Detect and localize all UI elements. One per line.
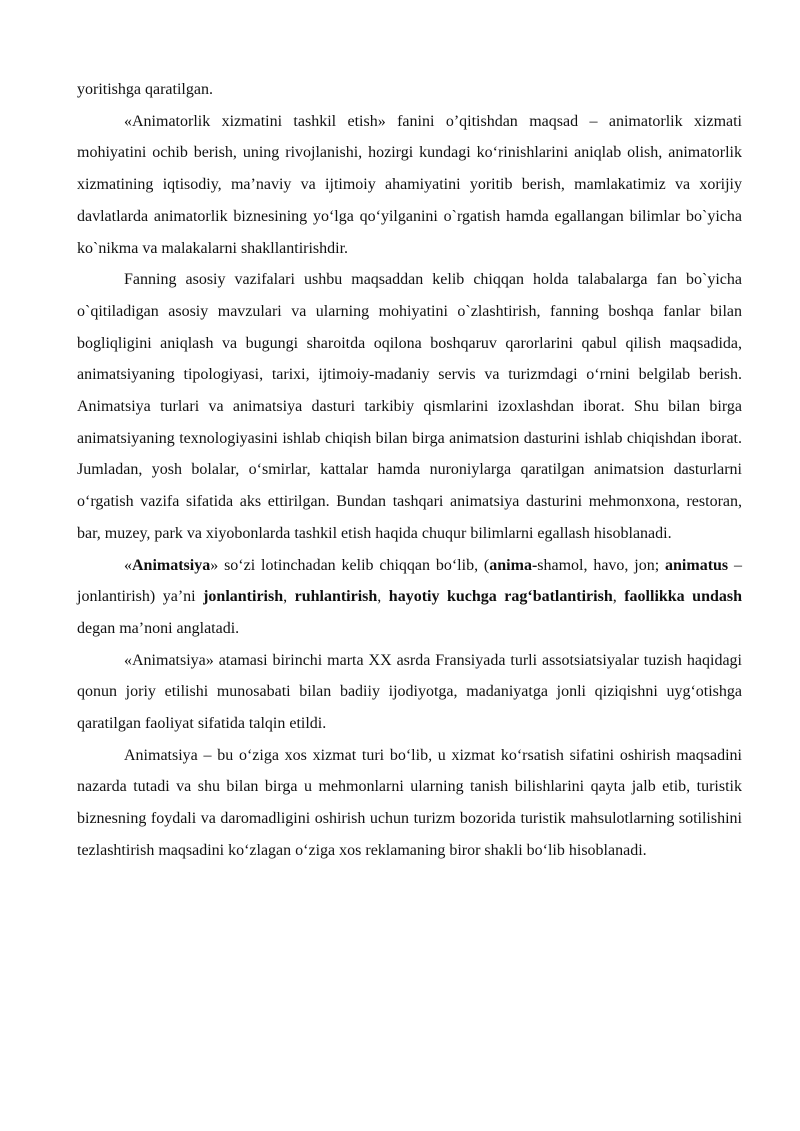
text-run: yoritishga qaratilgan. — [77, 81, 213, 98]
bold-term: anima- — [489, 556, 538, 574]
bold-term: hayotiy kuchga rag‘batlantirish — [388, 588, 613, 606]
text-run: Fanning asosiy vazifalari ushbu maqsaddan kelib chiqqan holda talabalarga fan bo`yicha o`qitiladigan asosiy mavzulari va ularning mohiyatini o`zlashtirish, fanning boshqa fanlar bilan bogliqligini aniqlash va bugungi sharoitda oqilona boshqaruv qarorlarini qabul qilish maqsadida, animatsiyaning tipologiyasi, tarixi, ijtimoiy-madaniy servis va turizmdagi o‘rnini belgilab berish. Animatsiya turlari va animatsiya dasturi tarkibiy qismlarini izoxlashdan iborat. Shu bilan birga animatsiyaning texnologiyasini ishlab chiqish bilan birga animatsion dasturini ishlab chiqishdan iborat. Jumladan, yosh bolalar, o‘smirlar, kattalar hamda nuroniylarga qaratilgan animatsion dasturlarni o‘rgatish vazifa sifatida aks ettirilgan. Bundan tashqari animatsiya dasturini mehmonxona, restoran, bar, muzey, park va xiyobonlarda tashkil etish haqida chuqur bilimlarni egallash hisoblanadi. — [77, 271, 742, 542]
paragraph-5 — [77, 645, 742, 740]
bold-term: faollikka undash — [624, 588, 742, 606]
text-run: shamol, havo, jon; — [537, 556, 666, 574]
bold-term: ruhlantirish — [294, 588, 378, 606]
bold-term: animatus — [665, 556, 729, 574]
text-run: Animatsiya – bu o‘ziga xos xizmat turi bo‘lib, u xizmat ko‘rsatish sifatini oshirish maqsadini nazarda tutadi va shu bilan birga u mehmonlarni ularning tanish bilishlarini qayta jalb etib, turistik biznesning foydali va daromadligini oshirish uchun turizm bozorida turistik mahsulotlarning sotilishini tezlashtirish maqsadini ko‘zlagan o‘ziga xos reklamaning biror shakli bo‘lib hisoblanadi. — [77, 746, 742, 859]
text-run: – jonlantirish) ya’ni — [77, 556, 743, 606]
paragraph-3 — [77, 264, 742, 549]
paragraph-4 — [77, 550, 742, 645]
text-run: , — [283, 588, 295, 606]
paragraph-1 — [77, 74, 742, 106]
document-page — [77, 74, 742, 867]
text-run: , — [377, 588, 389, 606]
text-run: «Animatorlik xizmatini tashkil etish» fanini o’qitishdan maqsad – animatorlik xizmati mohiyatini ochib berish, uning rivojlanishi, hozirgi kundagi ko‘rinishlarini aniqlab olish, animatorlik xizmatining iqtisodiy, ma’naviy va ijtimoiy ahamiyatini yoritib berish, mamlakatimiz va xorijiy davlatlarda animatorlik biznesining yo‘lga qo‘yilganini o`rgatish hamda egallangan bilimlar bo`yicha ko`nikma va malakalarni shakllantirishdir. — [77, 112, 742, 257]
text-run: « — [124, 556, 132, 574]
text-run: » so‘zi lotinchadan kelib chiqqan bo‘lib, ( — [210, 556, 490, 574]
text-run: degan ma’noni anglatadi. — [77, 619, 240, 637]
bold-term: Animatsiya — [132, 556, 211, 574]
bold-term: jonlantirish — [203, 588, 284, 606]
text-run: , — [612, 588, 625, 606]
paragraph-6 — [77, 740, 742, 867]
text-run: «Animatsiya» atamasi birinchi marta XX asrda Fransiyada turli assotsiatsiyalar tuzish haqidagi qonun joriy etilishi munosabati bilan badiiy ijodiyotga, madaniyatga jonli qiziqishni uyg‘otishga qaratilgan faoliyat sifatida talqin etildi. — [77, 651, 742, 733]
paragraph-2 — [77, 106, 742, 265]
